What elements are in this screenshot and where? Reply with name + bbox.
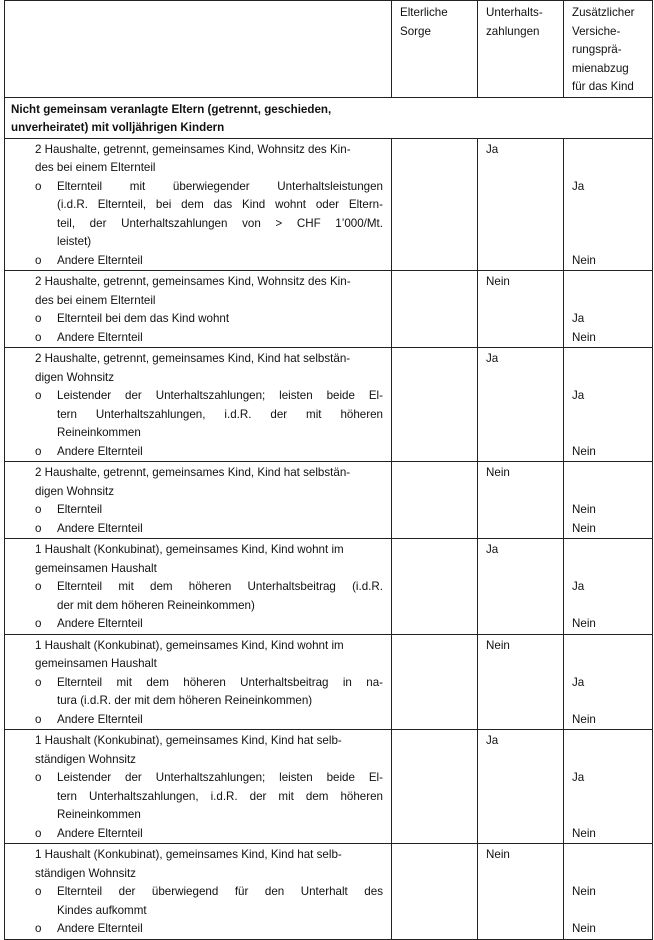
case-description-line: 1 Haushalt (Konkubinat), gemeinsames Kind, Kind hat selb-	[35, 848, 342, 861]
unterhalt-value: Ja	[486, 142, 499, 156]
sub-item-line	[13, 920, 383, 939]
case-description-line: gemeinsamen Haushalt	[35, 561, 157, 575]
case-description-line: digen Wohnsitz	[35, 484, 115, 498]
case-description-cell	[5, 462, 392, 539]
bullet-icon: o	[35, 712, 42, 726]
header-line: Elterliche	[400, 6, 448, 19]
abzug-spacer	[572, 159, 644, 178]
sub-item-line	[13, 387, 383, 406]
case-description-line: ständigen Wohnsitz	[35, 752, 136, 766]
sub-item-text: der mit dem höheren Reineinkommen)	[57, 598, 255, 612]
sub-item-line	[13, 825, 383, 844]
case-description-line: 1 Haushalt (Konkubinat), gemeinsames Kind, Kind hat selb-	[35, 734, 342, 747]
abzug-spacer	[572, 902, 644, 921]
table-row	[5, 634, 653, 730]
unterhalt-cell	[478, 138, 564, 271]
sub-item-text: Elternteil mit überwiegender Unterhaltsleistungen	[57, 179, 383, 193]
case-description-line: ständigen Wohnsitz	[35, 866, 136, 880]
unterhalt-value: Nein	[486, 275, 510, 288]
case-description-cell	[5, 271, 392, 348]
sub-item-line	[13, 406, 383, 425]
sub-item-text: Elternteil mit dem höheren Unterhaltsbeitrag (i.d.R.	[57, 580, 383, 593]
abzug-value: Ja	[572, 580, 585, 593]
case-description-cell	[5, 634, 392, 730]
sorge-cell	[392, 539, 478, 635]
sorge-cell	[392, 348, 478, 462]
abzug-spacer	[572, 692, 644, 711]
table-row	[5, 844, 653, 940]
unterhalt-cell	[478, 348, 564, 462]
deduction-table	[4, 0, 653, 940]
abzug-spacer	[572, 655, 644, 674]
sub-item-line	[13, 329, 383, 348]
unterhalt-value: Ja	[486, 352, 499, 365]
sorge-cell	[392, 634, 478, 730]
bullet-icon: o	[35, 253, 42, 267]
abzug-cell	[564, 462, 653, 539]
header-versicherungspraemienabzug	[564, 1, 653, 98]
abzug-value: Ja	[572, 771, 585, 784]
bullet-icon	[13, 424, 57, 443]
unterhalt-value: Nein	[486, 638, 510, 652]
unterhalt-cell	[478, 539, 564, 635]
case-description-line: 2 Haushalte, getrennt, gemeinsames Kind, Wohnsitz des Kin-	[35, 142, 351, 156]
header-line: Versiche-	[572, 24, 621, 38]
sub-item-line	[13, 788, 383, 807]
sorge-cell	[392, 138, 478, 271]
sub-item-line	[13, 501, 383, 520]
bullet-icon	[13, 788, 57, 807]
sub-item-line	[13, 692, 383, 711]
sorge-cell	[392, 844, 478, 940]
sub-item-line	[13, 578, 383, 597]
sub-item-line	[13, 674, 383, 693]
sub-item-line	[13, 215, 383, 234]
abzug-spacer	[572, 215, 644, 234]
bullet-icon: o	[35, 617, 42, 630]
bullet-icon	[13, 692, 57, 711]
case-description-line: digen Wohnsitz	[35, 370, 115, 384]
bullet-icon	[13, 196, 57, 215]
abzug-value: Ja	[572, 389, 585, 402]
sub-item-line	[13, 711, 383, 730]
sub-item-line	[13, 252, 383, 271]
abzug-spacer	[572, 806, 644, 825]
sub-item-text: Andere Elternteil	[57, 444, 143, 458]
sorge-cell	[392, 462, 478, 539]
abzug-spacer	[572, 369, 644, 388]
bullet-icon: o	[35, 179, 42, 193]
bullet-icon	[13, 597, 57, 616]
sub-item-text: Andere Elternteil	[57, 521, 143, 535]
bullet-icon: o	[35, 389, 42, 402]
abzug-spacer	[572, 865, 644, 884]
sub-item-text: leistet)	[57, 235, 92, 248]
abzug-value: Nein	[572, 503, 596, 516]
sub-item-text: Elternteil mit dem höheren Unterhaltsbeitrag in na-	[57, 675, 383, 689]
sub-item-text: Andere Elternteil	[57, 826, 143, 840]
abzug-value: Nein	[572, 617, 596, 630]
sub-item-text: (i.d.R. Elternteil, bei dem das Kind wohnt oder Eltern-	[57, 198, 383, 211]
abzug-value: Ja	[572, 312, 585, 325]
abzug-value: Nein	[572, 444, 596, 458]
bullet-icon: o	[35, 922, 42, 935]
sub-item-text: Leistender der Unterhaltszahlungen; leisten beide El-	[57, 771, 383, 784]
abzug-spacer	[572, 273, 644, 292]
bullet-icon: o	[35, 580, 42, 593]
unterhalt-value: Nein	[486, 466, 510, 479]
case-description-line: 1 Haushalt (Konkubinat), gemeinsames Kind, Kind wohnt im	[35, 543, 344, 556]
bullet-icon	[13, 406, 57, 425]
abzug-value: Nein	[572, 885, 596, 898]
bullet-icon: o	[35, 826, 42, 840]
sub-item-line	[13, 615, 383, 634]
abzug-value: Nein	[572, 826, 596, 840]
case-description-cell	[5, 539, 392, 635]
bullet-icon: o	[35, 503, 42, 516]
header-row	[5, 1, 653, 98]
abzug-spacer	[572, 560, 644, 579]
abzug-value: Nein	[572, 712, 596, 726]
sub-item-line	[13, 902, 383, 921]
section-title-line: Nicht gemeinsam veranlagte Eltern (getrennt, geschieden,	[11, 102, 332, 116]
abzug-cell	[564, 730, 653, 844]
bullet-icon: o	[35, 885, 42, 898]
bullet-icon: o	[35, 330, 42, 344]
sub-item-line	[13, 310, 383, 329]
bullet-icon: o	[35, 444, 42, 458]
abzug-cell	[564, 138, 653, 271]
bullet-icon	[13, 902, 57, 921]
case-description-line: gemeinsamen Haushalt	[35, 657, 157, 670]
abzug-value: Nein	[572, 521, 596, 535]
header-line: mienabzug	[572, 61, 629, 75]
abzug-spacer	[572, 732, 644, 751]
sub-item-line	[13, 196, 383, 215]
sub-item-text: Andere Elternteil	[57, 922, 143, 935]
case-description-cell	[5, 348, 392, 462]
sub-item-line	[13, 233, 383, 252]
sub-item-line	[13, 883, 383, 902]
sub-item-line	[13, 178, 383, 197]
bullet-icon: o	[35, 312, 42, 325]
header-line: rungsprä-	[572, 43, 622, 56]
header-line: für das Kind	[572, 80, 634, 93]
sub-item-text: tern Unterhaltszahlungen, i.d.R. der mit dem höheren	[57, 789, 383, 803]
unterhalt-value: Nein	[486, 848, 510, 861]
sub-item-text: Reineinkommen	[57, 426, 141, 439]
table-row	[5, 348, 653, 462]
sub-item-text: Andere Elternteil	[57, 330, 143, 344]
abzug-cell	[564, 634, 653, 730]
case-description-cell	[5, 730, 392, 844]
case-description-line: des bei einem Elternteil	[35, 293, 156, 307]
abzug-cell	[564, 844, 653, 940]
abzug-spacer	[572, 846, 644, 865]
sub-item-text: Andere Elternteil	[57, 617, 143, 630]
abzug-cell	[564, 539, 653, 635]
case-description-line: 1 Haushalt (Konkubinat), gemeinsames Kind, Kind wohnt im	[35, 638, 344, 652]
bullet-icon	[13, 233, 57, 252]
abzug-cell	[564, 271, 653, 348]
case-description-line: 2 Haushalte, getrennt, gemeinsames Kind, Kind hat selbstän-	[35, 466, 351, 479]
header-line: Unterhalts-	[486, 6, 543, 19]
section-title	[5, 97, 653, 138]
abzug-value: Nein	[572, 253, 596, 267]
bullet-icon: o	[35, 521, 42, 535]
case-description-line: des bei einem Elternteil	[35, 161, 156, 174]
abzug-spacer	[572, 751, 644, 770]
sub-item-text: teil, der Unterhaltszahlungen von > CHF 1’000/Mt.	[57, 216, 383, 230]
unterhalt-value: Ja	[486, 543, 499, 556]
abzug-spacer	[572, 406, 644, 425]
sub-item-line	[13, 806, 383, 825]
sub-item-line	[13, 424, 383, 443]
sub-item-text: Leistender der Unterhaltszahlungen; leisten beide El-	[57, 389, 383, 402]
case-description-cell	[5, 138, 392, 271]
unterhalt-cell	[478, 462, 564, 539]
table-row	[5, 730, 653, 844]
unterhalt-value: Ja	[486, 734, 499, 747]
header-line: zahlungen	[486, 24, 540, 38]
abzug-spacer	[572, 788, 644, 807]
sub-item-text: Elternteil	[57, 503, 103, 516]
sub-item-text: tern Unterhaltszahlungen, i.d.R. der mit höheren	[57, 407, 383, 421]
unterhalt-cell	[478, 844, 564, 940]
abzug-spacer	[572, 233, 644, 252]
abzug-spacer	[572, 597, 644, 616]
header-unterhaltszahlungen	[478, 1, 564, 98]
abzug-spacer	[572, 196, 644, 215]
sub-item-text: tura (i.d.R. der mit dem höheren Reineinkommen)	[57, 694, 313, 707]
sub-item-text: Kindes aufkommt	[57, 903, 147, 917]
abzug-value: Ja	[572, 179, 585, 193]
header-cell-empty	[5, 1, 392, 98]
abzug-spacer	[572, 464, 644, 483]
bullet-icon: o	[35, 771, 42, 784]
sub-item-text: Elternteil der überwiegend für den Unterhalt des	[57, 885, 383, 898]
sub-item-text: Elternteil bei dem das Kind wohnt	[57, 312, 230, 325]
bullet-icon	[13, 215, 57, 234]
abzug-value: Nein	[572, 922, 596, 935]
abzug-spacer	[572, 141, 644, 160]
case-description-cell	[5, 844, 392, 940]
sorge-cell	[392, 271, 478, 348]
unterhalt-cell	[478, 730, 564, 844]
header-line: Sorge	[400, 24, 431, 38]
abzug-value: Nein	[572, 330, 596, 344]
case-description-line: 2 Haushalte, getrennt, gemeinsames Kind, Kind hat selbstän-	[35, 352, 351, 365]
sub-item-text: Andere Elternteil	[57, 712, 143, 726]
sub-item-line	[13, 597, 383, 616]
bullet-icon	[13, 806, 57, 825]
table-row	[5, 539, 653, 635]
case-description-line: 2 Haushalte, getrennt, gemeinsames Kind, Wohnsitz des Kin-	[35, 275, 351, 288]
unterhalt-cell	[478, 634, 564, 730]
abzug-spacer	[572, 350, 644, 369]
sub-item-text: Andere Elternteil	[57, 253, 143, 267]
abzug-value: Ja	[572, 675, 585, 689]
sorge-cell	[392, 730, 478, 844]
sub-item-text: Reineinkommen	[57, 808, 141, 821]
table-row	[5, 138, 653, 271]
table-row	[5, 462, 653, 539]
header-elterliche-sorge	[392, 1, 478, 98]
header-line: Zusätzlicher	[572, 6, 635, 19]
abzug-spacer	[572, 424, 644, 443]
section-row	[5, 97, 653, 138]
abzug-spacer	[572, 541, 644, 560]
abzug-spacer	[572, 292, 644, 311]
abzug-cell	[564, 348, 653, 462]
unterhalt-cell	[478, 271, 564, 348]
sub-item-line	[13, 769, 383, 788]
sub-item-line	[13, 443, 383, 462]
table-row	[5, 271, 653, 348]
sub-item-line	[13, 520, 383, 539]
abzug-spacer	[572, 483, 644, 502]
section-title-line: unverheiratet) mit volljährigen Kindern	[11, 121, 225, 134]
abzug-spacer	[572, 637, 644, 656]
bullet-icon: o	[35, 675, 42, 689]
